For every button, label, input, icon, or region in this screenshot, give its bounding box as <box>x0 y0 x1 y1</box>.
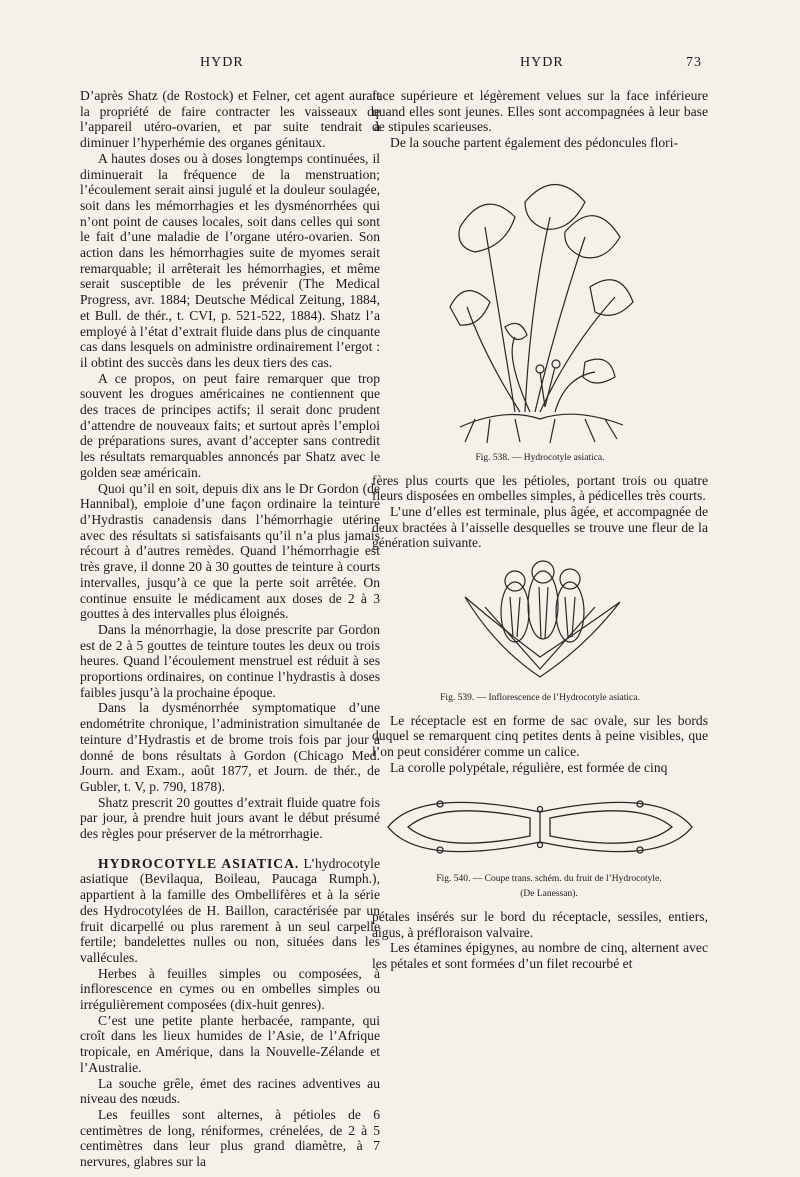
paragraph: Shatz prescrit 20 gouttes d’extrait fluide quatre fois par jour, à prendre huit jours avant le début présumé des règles pour préserver de la métrorrhagie. <box>80 794 380 842</box>
header-left: HYDR <box>200 55 244 70</box>
entry-text: L’hydrocotyle asiatique (Bevilaqua, Boileau, Paucaga Rumph.), appartient à la famille des Ombellifères et à la série des Hydrocotylées de H. Baillon, caractérisée par un fruit dicarpellé ou plus rarement à un seul carpelle fertile; bandelettes nulles ou non, situées dans les vallécules. <box>80 855 380 965</box>
paragraph: pétales insérés sur le bord du réceptacle, sessiles, entiers, aigus, à préfloraison valvaire. <box>372 908 708 940</box>
right-column <box>372 88 708 972</box>
paragraph: Dans la dysménorrhée symptomatique d’une endométrite chronique, l’administration simultanée de teinture d’Hydrastis et de brome trois fois par jour a donné de bons résultats à Gordon (Chicago Med. Journ. and Exam., août 1877, et Journ. de thér., de Gubler, t. V, p. 790, 1878). <box>80 700 380 794</box>
paragraph: fères plus courts que les pétioles, portant trois ou quatre fleurs disposées en ombelles simples, à pédicelles très courts. <box>372 472 708 504</box>
paragraph: L’une d’elles est terminale, plus âgée, et accompagnée de deux bractées à l’aisselle desquelles se trouve une fleur de la génération suivante. <box>372 503 708 551</box>
figure-caption: Fig. 540. — Coupe trans. schém. du fruit de l’Hydrocotyle. <box>436 873 662 884</box>
inflorescence-illustration <box>455 557 625 687</box>
paragraph: Les étamines épigynes, au nombre de cinq, alternent avec les pétales et sont formées d’un filet recourbé et <box>372 940 708 972</box>
plant-illustration <box>445 157 635 447</box>
paragraph: Les feuilles sont alternes, à pétioles de 6 centimètres de long, réniformes, crénelées, de 2 à 5 centimètres dans leur plus grand diamètre, à 7 nervures, glabres sur la <box>80 1107 380 1170</box>
figure-539 <box>372 557 708 707</box>
figure-caption: Fig. 538. — Hydrocotyle asiatica. <box>475 452 605 463</box>
entry-headword: HYDROCOTYLE ASIATICA. <box>98 855 300 871</box>
paragraph: Herbes à feuilles simples ou composées, à inflorescence en cymes ou en ombelles simples ou irrégulièrement composées (dix-huit genres). <box>80 965 380 1013</box>
paragraph: Le réceptacle est en forme de sac ovale, sur les bords duquel se remarquent cinq petites dents à peine visibles, que l’on peut considérer comme un calice. <box>372 712 708 760</box>
paragraph: Dans la ménorrhagie, la dose prescrite par Gordon est de 2 à 5 gouttes de teinture toutes les deux ou trois heures. Quand l’écoulement menstruel est réduit à ses proportions ordinaires, on continue l’hydrastis à doses faibles jusqu’à la prochaine époque. <box>80 621 380 700</box>
paragraph: C’est une petite plante herbacée, rampante, qui croît dans les lieux humides de l’Asie, de l’Afrique tropicale, en Amérique, dans la Nouvelle-Zélande et l’Australie. <box>80 1012 380 1075</box>
header-right: HYDR <box>520 55 564 70</box>
figure-caption: Fig. 539. — Inflorescence de l’Hydrocotyle asiatica. <box>440 693 640 704</box>
figure-540 <box>372 782 708 903</box>
paragraph: Quoi qu’il en soit, depuis dix ans le Dr Gordon (de Hannibal), emploie d’une façon ordinaire la teinture d’Hydrastis canadensis dans l’hémorrhagie utérine avec des résultats si satisfaisants qu’il n’a plus jamais récourt à d’autres remèdes. Quand l’hémorrhagie est très grave, il donne 20 à 30 gouttes de teinture à courts intervalles, jusqu’à ce que la perte soit arrêtée. On continue ensuite le médicament aux doses de 2 à 3 gouttes à des intervalles plus éloignés. <box>80 480 380 622</box>
paragraph: face supérieure et légèrement velues sur la face inférieure quand elles sont jeunes. Elles sont accompagnées à leur base de stipules scarieuses. <box>372 88 708 135</box>
paragraph: D’après Shatz (de Rostock) et Felner, cet agent aurait la propriété de faire contracter les vaisseaux de l’appareil utéro-ovarien, et par suite tendrait à diminuer l’hyperhémie des organes génitaux. <box>80 88 380 151</box>
figure-538 <box>372 157 708 467</box>
paragraph: La corolle polypétale, régulière, est formée de cinq <box>390 759 668 775</box>
paragraph: A hautes doses ou à doses longtemps continuées, il diminuerait la fréquence de la menstruation; l’écoulement serait ainsi jugulé et la douleur soulagée, soit dans les mémorrhagies et les dysménorrhées qui n’ont point de causes locales, soit dans celles qui sont le fait d’une maladie de l’organe utéro-ovarien. Son action dans les hémorrhagies suite de myomes serait remarquable; il arrêterait les hémorrhagies, et même serait susceptible de les prévenir (The Medical Progress, avr. 1884; Deutsche Médical Zeitung, 1884, et Bull. de thér., t. CVI, p. 521-522, 1884). Shatz l’a employé à l’état d’extrait fluide dans plus de cinquante cas dans lesquels on administre ordinairement l’ergot : il obtint des succès dans les deux tiers des cas. <box>80 150 380 370</box>
paragraph: De la souche partent également des pédoncules flori- <box>390 135 678 151</box>
page-number: 73 <box>686 55 702 70</box>
fruit-section-illustration <box>380 782 700 872</box>
left-column <box>80 88 380 1170</box>
paragraph: A ce propos, on peut faire remarquer que trop souvent les drogues américaines ne contiennent que des traces de principes actifs; il serait donc prudent d’attendre de nouveaux faits; et surtout après l’emploi de préparations sures, avant d’accepter sans contredit les résultats remarquables annoncés par Shatz avec le golden seæ américain. <box>80 370 380 480</box>
running-header <box>0 55 800 77</box>
paragraph: La souche grêle, émet des racines adventives au niveau des nœuds. <box>80 1075 380 1107</box>
entry-paragraph <box>80 856 380 966</box>
figure-caption-source: (De Lanessan). <box>520 889 578 900</box>
